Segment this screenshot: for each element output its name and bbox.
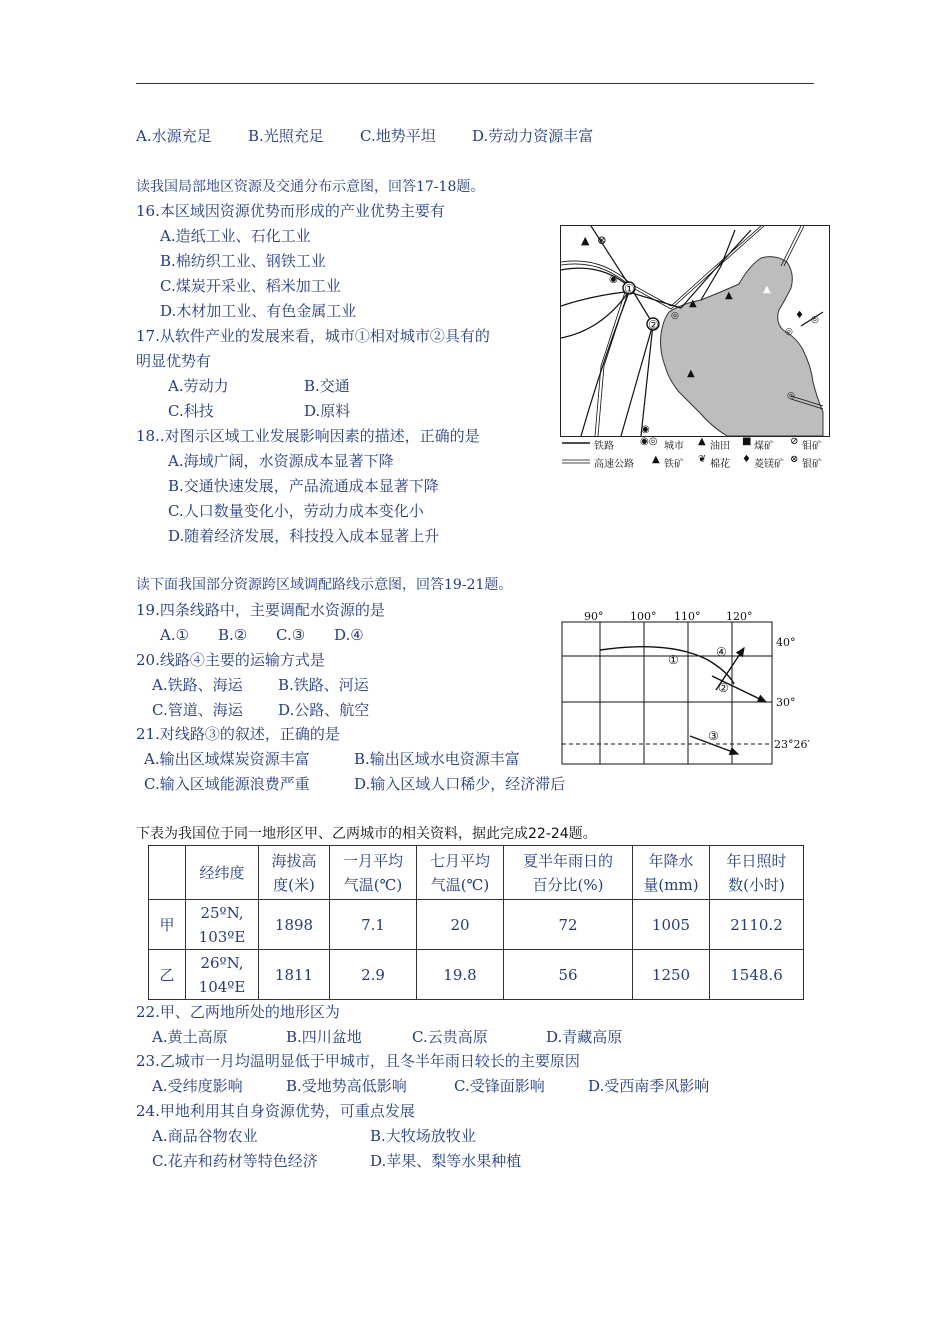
- q16-stem: 16.本区域因资源优势而形成的产业优势主要有: [136, 202, 445, 220]
- q23-option-c: C.受锋面影响: [454, 1077, 545, 1095]
- svg-text:◉: ◉: [609, 274, 618, 285]
- row-rain-pct: 56: [504, 950, 633, 1000]
- row-altitude: 1898: [259, 900, 330, 950]
- q15-option-b: B.光照充足: [248, 127, 324, 145]
- svg-text:▲: ▲: [689, 298, 697, 309]
- legend-railway: 铁路: [594, 441, 614, 452]
- svg-text:◎: ◎: [787, 391, 795, 401]
- route-4-label: ④: [716, 645, 727, 659]
- legend-coal: 煤矿: [754, 441, 774, 452]
- lon-label-110: 110°: [674, 610, 701, 623]
- route-1-label: ①: [668, 653, 679, 667]
- q20-stem: 20.线路④主要的运输方式是: [136, 651, 325, 669]
- map1-legend: [560, 436, 835, 472]
- q16-option-a: A.造纸工业、石化工业: [160, 227, 311, 245]
- q20-option-b: B.铁路、河运: [278, 676, 369, 694]
- svg-text:◎: ◎: [811, 315, 819, 325]
- magnesite-icon: ♦: [742, 454, 751, 465]
- coal-icon: ■: [742, 436, 752, 447]
- q17-option-a: A.劳动力: [168, 377, 229, 395]
- svg-text:▲: ▲: [687, 368, 695, 379]
- row-jul: 19.8: [417, 950, 504, 1000]
- city-data-table: [148, 845, 804, 1000]
- svg-text:▲: ▲: [725, 290, 733, 301]
- q17-stem-cont: 明显优势有: [136, 352, 212, 370]
- resource-transport-map: [560, 225, 830, 437]
- svg-text:⊗: ⊗: [597, 233, 608, 247]
- iron-icon: ▲: [652, 454, 660, 465]
- lat-label-40: 40°: [776, 636, 796, 649]
- row-name: 甲: [149, 900, 186, 950]
- map-drawing: [561, 226, 829, 436]
- silver-icon: ⊗: [790, 454, 799, 465]
- q23-option-a: A.受纬度影响: [152, 1077, 243, 1095]
- header-precip: 年降水 量(mm): [633, 846, 710, 900]
- row-jul: 20: [417, 900, 504, 950]
- row-coord: 26ºN, 104ºE: [186, 950, 259, 1000]
- q20-option-c: C.管道、海运: [152, 701, 243, 719]
- svg-text:♦: ♦: [795, 310, 804, 321]
- route-grid: [560, 610, 836, 770]
- legend-cotton: 棉花: [710, 459, 730, 470]
- header-cell-empty: [149, 846, 186, 900]
- q24-option-d: D.苹果、梨等水果种植: [370, 1152, 522, 1170]
- q19-option-d: D.④: [334, 626, 364, 644]
- q16-option-d: D.木材加工业、有色金属工业: [160, 302, 357, 320]
- row-jan: 7.1: [330, 900, 417, 950]
- oilfield-icon: ▲: [698, 436, 706, 447]
- q24-option-b: B.大牧场放牧业: [370, 1127, 476, 1145]
- table-row: [149, 950, 804, 1000]
- q21-option-a: A.输出区域煤炭资源丰富: [144, 750, 310, 768]
- header-jul-temp: 七月平均 气温(℃): [417, 846, 504, 900]
- q22-option-a: A.黄土高原: [152, 1028, 228, 1046]
- table-header-row: [149, 846, 804, 900]
- q18-option-a: A.海域广阔，水资源成本显著下降: [168, 452, 394, 470]
- row-coord: 25ºN, 103ºE: [186, 900, 259, 950]
- q21-option-b: B.输出区域水电资源丰富: [354, 750, 520, 768]
- q22-option-d: D.青藏高原: [546, 1028, 623, 1046]
- header-jan-temp: 一月平均 气温(℃): [330, 846, 417, 900]
- q17-option-b: B.交通: [304, 377, 350, 395]
- section2-intro: 读下面我国部分资源跨区域调配路线示意图，回答19-21题。: [136, 577, 513, 593]
- header-rule: [136, 83, 814, 84]
- q24-option-a: A.商品谷物农业: [152, 1127, 258, 1145]
- row-precip: 1005: [633, 900, 710, 950]
- q17-option-c: C.科技: [168, 402, 214, 420]
- q24-option-c: C.花卉和药材等特色经济: [152, 1152, 318, 1170]
- q16-option-b: B.棉纺织工业、钢铁工业: [160, 252, 326, 270]
- q18-option-b: B.交通快速发展，产品流通成本显著下降: [168, 477, 439, 495]
- q16-option-c: C.煤炭开采业、稻米加工业: [160, 277, 341, 295]
- q19-stem: 19.四条线路中，主要调配水资源的是: [136, 601, 385, 619]
- lon-label-120: 120°: [726, 610, 753, 623]
- route-1-line: [600, 647, 734, 684]
- cotton-icon: ❦: [698, 454, 707, 465]
- q23-option-d: D.受西南季风影响: [588, 1077, 710, 1095]
- svg-text:▲: ▲: [581, 234, 590, 247]
- lon-label-100: 100°: [630, 610, 657, 623]
- header-altitude: 海拔高 度(米): [259, 846, 330, 900]
- molybdenum-icon: ⊘: [790, 436, 799, 447]
- q23-stem: 23.乙城市一月均温明显低于甲城市，且冬半年雨日较长的主要原因: [136, 1052, 580, 1070]
- q22-option-c: C.云贵高原: [412, 1028, 488, 1046]
- section3-intro: 下表为我国位于同一地形区甲、乙两城市的相关资料，据此完成22-24题。: [136, 826, 597, 842]
- legend-silver: 银矿: [802, 459, 822, 470]
- q15-option-a: A.水源充足: [136, 127, 212, 145]
- lat-label-tropic: 23°26′: [774, 738, 810, 751]
- q23-option-b: B.受地势高低影响: [286, 1077, 407, 1095]
- svg-text:◎: ◎: [785, 327, 793, 337]
- q20-option-d: D.公路、航空: [278, 701, 370, 719]
- legend-city: 城市: [664, 441, 684, 452]
- q17-stem: 17.从软件产业的发展来看，城市①相对城市②具有的: [136, 327, 490, 345]
- table-row: [149, 900, 804, 950]
- city-2-label: ②: [648, 318, 659, 332]
- q21-stem: 21.对线路③的叙述，正确的是: [136, 725, 340, 743]
- svg-text:◉: ◉: [641, 424, 650, 435]
- legend-oilfield: 油田: [710, 441, 730, 452]
- route-3-label: ③: [708, 729, 719, 743]
- q21-option-c: C.输入区域能源浪费严重: [144, 775, 310, 793]
- q19-option-a: A.①: [160, 626, 190, 644]
- q21-option-d: D.输入区域人口稀少，经济滞后: [354, 775, 566, 793]
- q19-option-c: C.③: [276, 626, 306, 644]
- q24-stem: 24.甲地利用其自身资源优势，可重点发展: [136, 1102, 415, 1120]
- row-altitude: 1811: [259, 950, 330, 1000]
- svg-text:◎: ◎: [671, 311, 679, 321]
- legend-molybdenum: 钼矿: [802, 441, 822, 452]
- route-2-label: ②: [718, 681, 729, 695]
- header-coord: 经纬度: [186, 846, 259, 900]
- legend-highway: 高速公路: [594, 459, 634, 470]
- q22-stem: 22.甲、乙两地所处的地形区为: [136, 1003, 340, 1021]
- resource-route-map: [560, 610, 836, 770]
- q18-option-c: C.人口数量变化小，劳动力成本变化小: [168, 502, 424, 520]
- q20-option-a: A.铁路、海运: [152, 676, 243, 694]
- q15-option-d: D.劳动力资源丰富: [472, 127, 594, 145]
- city-icon: ◉◎: [640, 436, 658, 447]
- row-sun: 1548.6: [710, 950, 804, 1000]
- city-1-label: ①: [624, 282, 635, 296]
- q18-option-d: D.随着经济发展，科技投入成本显著上升: [168, 527, 440, 545]
- lat-label-30: 30°: [776, 696, 796, 709]
- header-rain-pct: 夏半年雨日的 百分比(%): [504, 846, 633, 900]
- svg-text:▲: ▲: [763, 284, 771, 295]
- lon-label-90: 90°: [584, 610, 604, 623]
- legend-magnesite: 菱镁矿: [754, 459, 784, 470]
- row-jan: 2.9: [330, 950, 417, 1000]
- section1-intro: 读我国局部地区资源及交通分布示意图，回答17-18题。: [136, 179, 485, 195]
- q19-option-b: B.②: [218, 626, 248, 644]
- q17-option-d: D.原料: [304, 402, 351, 420]
- header-sunshine: 年日照时 数(小时): [710, 846, 804, 900]
- row-rain-pct: 72: [504, 900, 633, 950]
- q18-stem: 18..对图示区域工业发展影响因素的描述，正确的是: [136, 427, 480, 445]
- legend-iron: 铁矿: [664, 459, 684, 470]
- q15-option-c: C.地势平坦: [360, 127, 436, 145]
- row-sun: 2110.2: [710, 900, 804, 950]
- q22-option-b: B.四川盆地: [286, 1028, 362, 1046]
- row-name: 乙: [149, 950, 186, 1000]
- row-precip: 1250: [633, 950, 710, 1000]
